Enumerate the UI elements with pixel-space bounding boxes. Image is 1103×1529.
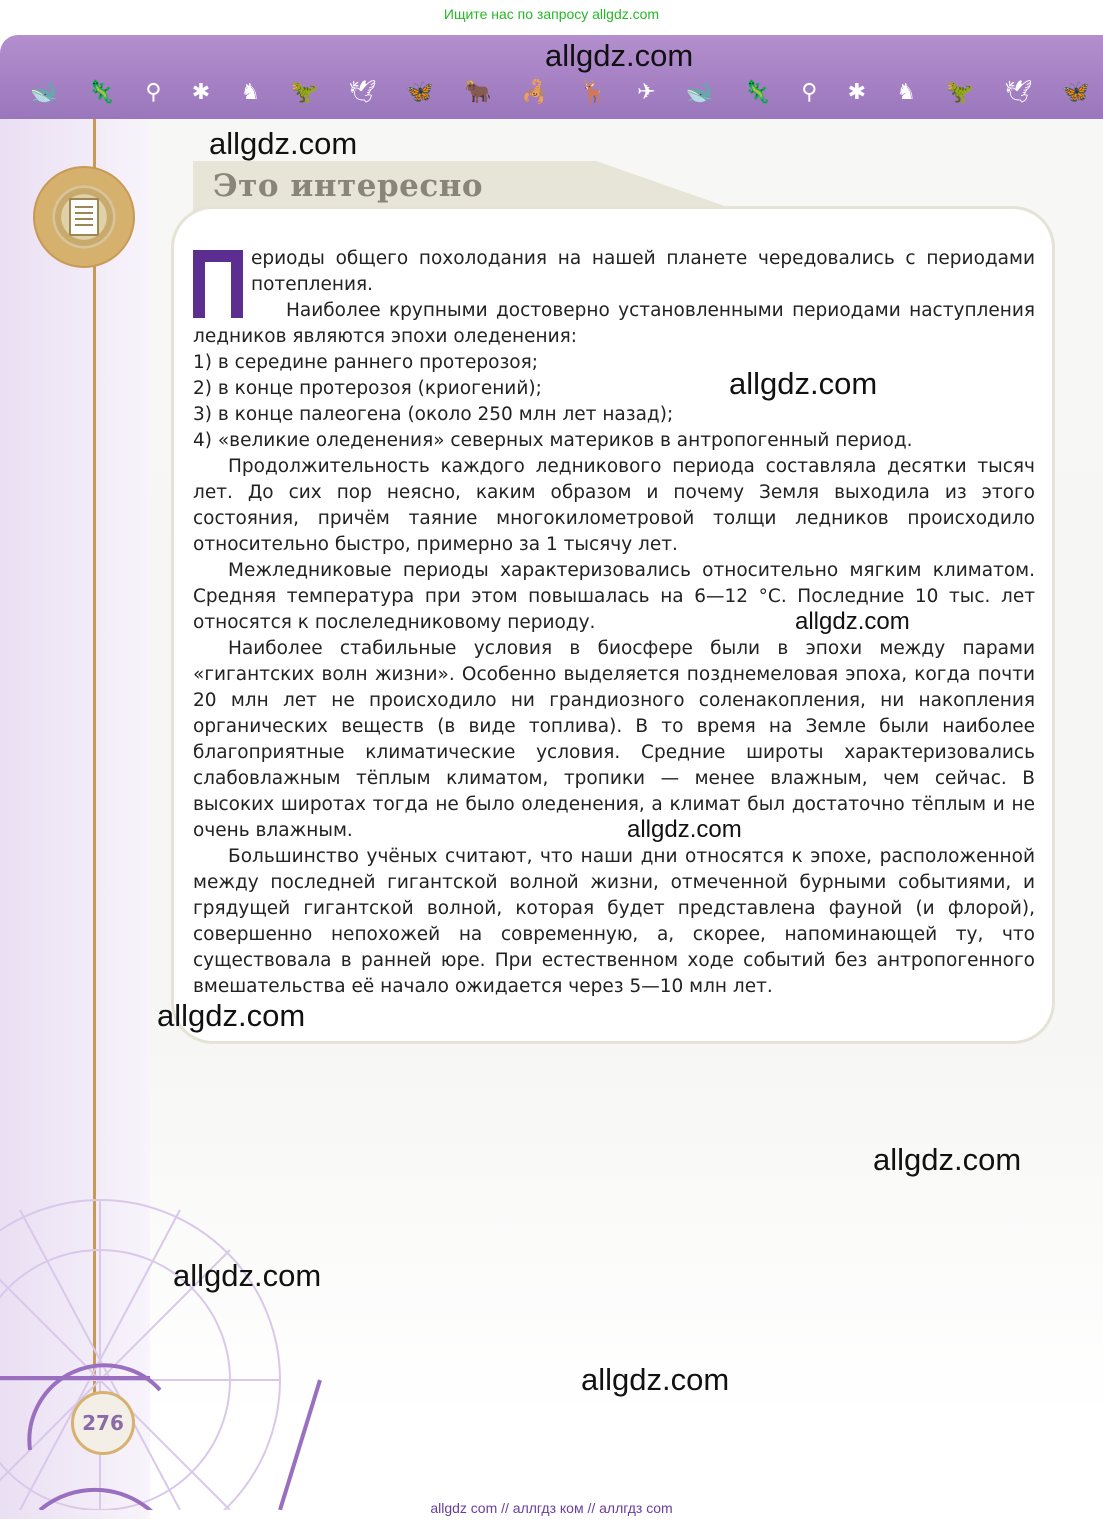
paragraph-1: ериоды общего похолодания на нашей планете чередовались с периодами потепления. (193, 246, 1035, 298)
horse-icon: ♞ (896, 79, 917, 105)
top-search-note: Ищите нас по запросу allgdz.com (443, 6, 660, 22)
watermark: allgdz.com (173, 1258, 322, 1293)
footer-links: allgdz com // аллгдз ком // аллгдз com (430, 1500, 673, 1516)
section-medallion (33, 166, 135, 268)
whale-icon: 🐋 (685, 79, 714, 105)
watermark: allgdz.com (581, 1362, 730, 1397)
paragraph-4: Межледниковые периоды характеризовались относительно мягким климатом. Средняя температура при этом повышалась на 6—12 °C. Последние 10 тыс. лет относятся к послеледниковому периоду. (193, 560, 1035, 633)
list-item: 4) «великие оледенения» северных материков в антропогенный период. (193, 430, 913, 451)
section-title: Это интересно (213, 168, 484, 204)
seahorse-icon: ⚲ (801, 79, 818, 105)
horse-icon: ♞ (240, 79, 261, 105)
glaciation-list (193, 350, 1035, 454)
watermark: allgdz.com (157, 998, 306, 1033)
paragraph-5: Наиболее стабильные условия в биосфере были в эпохи между парами «гигантских волн жизни». Особенно выделяется позднемеловая эпоха, когда почти 20 млн лет не происходило ни грандиозного соленакопления, ни накопления органических веществ (в виде топлива). В то время на Земле были наиболее благоприятные климатические условия. Средние широты характеризовались слабовлажным тёплым климатом, тропики — менее влажным, чем сейчас. В высоких широтах тогда не было оледенения, а климат был достаточно тёплым и не очень влажным. (193, 638, 1035, 841)
paragraph-3: Продолжительность каждого ледникового периода составляла десятки тысяч лет. До сих пор неясно, каким образом и почему Земля выходила из этого состояния, причём таяние многокилометровой толщи ледников происходило относительно быстро, примерно за 1 тысячу лет. (193, 456, 1035, 555)
pterosaur-icon: ✈ (637, 79, 656, 105)
watermark: allgdz.com (795, 608, 910, 635)
list-item: 1) в середине раннего протерозоя; (193, 352, 538, 373)
seahorse-icon: ⚲ (145, 79, 162, 105)
compass-decoration (0, 1150, 480, 1510)
document-icon (69, 198, 99, 236)
watermark: allgdz.com (873, 1142, 1022, 1177)
watermark: allgdz.com (627, 816, 742, 843)
animal-icon-strip (30, 74, 1090, 110)
dinosaur-icon: 🦖 (290, 79, 318, 105)
paragraph-2: Наиболее крупными достоверно установленными периодами наступления ледников являются эпохи оледенения: (193, 300, 1035, 347)
paragraph-6: Большинство учёных считают, что наши дни относятся к эпохе, расположенной между последней гигантской волной жизни, отмеченной бурными событиями, и грядущей гигантской волной, которая будет представлена фауной (и флорой), совершенно непохожей на современную, а, скорее, напоминающей ту, что существовала в ранней юре. При естественном ходе событий без антропогенного вмешательства её начало ожидается через 5—10 млн лет. (193, 846, 1035, 997)
watermark: allgdz.com (545, 38, 694, 73)
watermark: allgdz.com (729, 366, 878, 401)
lizard-icon: 🦎 (743, 79, 771, 105)
dinosaur-icon: 🦖 (946, 79, 974, 105)
butterfly-icon: 🦋 (1062, 79, 1090, 105)
antelope-icon: 🦌 (579, 79, 607, 105)
lizard-icon: 🦎 (87, 79, 116, 105)
bison-icon: 🐂 (464, 79, 492, 105)
bird-icon: 🕊 (1004, 79, 1033, 105)
scorpion-icon: 🦂 (521, 79, 550, 105)
whale-icon: 🐋 (30, 79, 58, 105)
insect-icon: ✱ (191, 79, 211, 105)
list-item: 3) в конце палеогена (около 250 млн лет назад); (193, 404, 674, 425)
insect-icon: ✱ (847, 79, 867, 105)
drop-cap (193, 250, 243, 318)
page-number: 276 (71, 1391, 135, 1455)
butterfly-icon: 🦋 (406, 79, 434, 105)
list-item: 2) в конце протерозоя (криогений); (193, 378, 542, 399)
watermark: allgdz.com (209, 126, 358, 161)
bird-icon: 🕊 (348, 79, 377, 105)
